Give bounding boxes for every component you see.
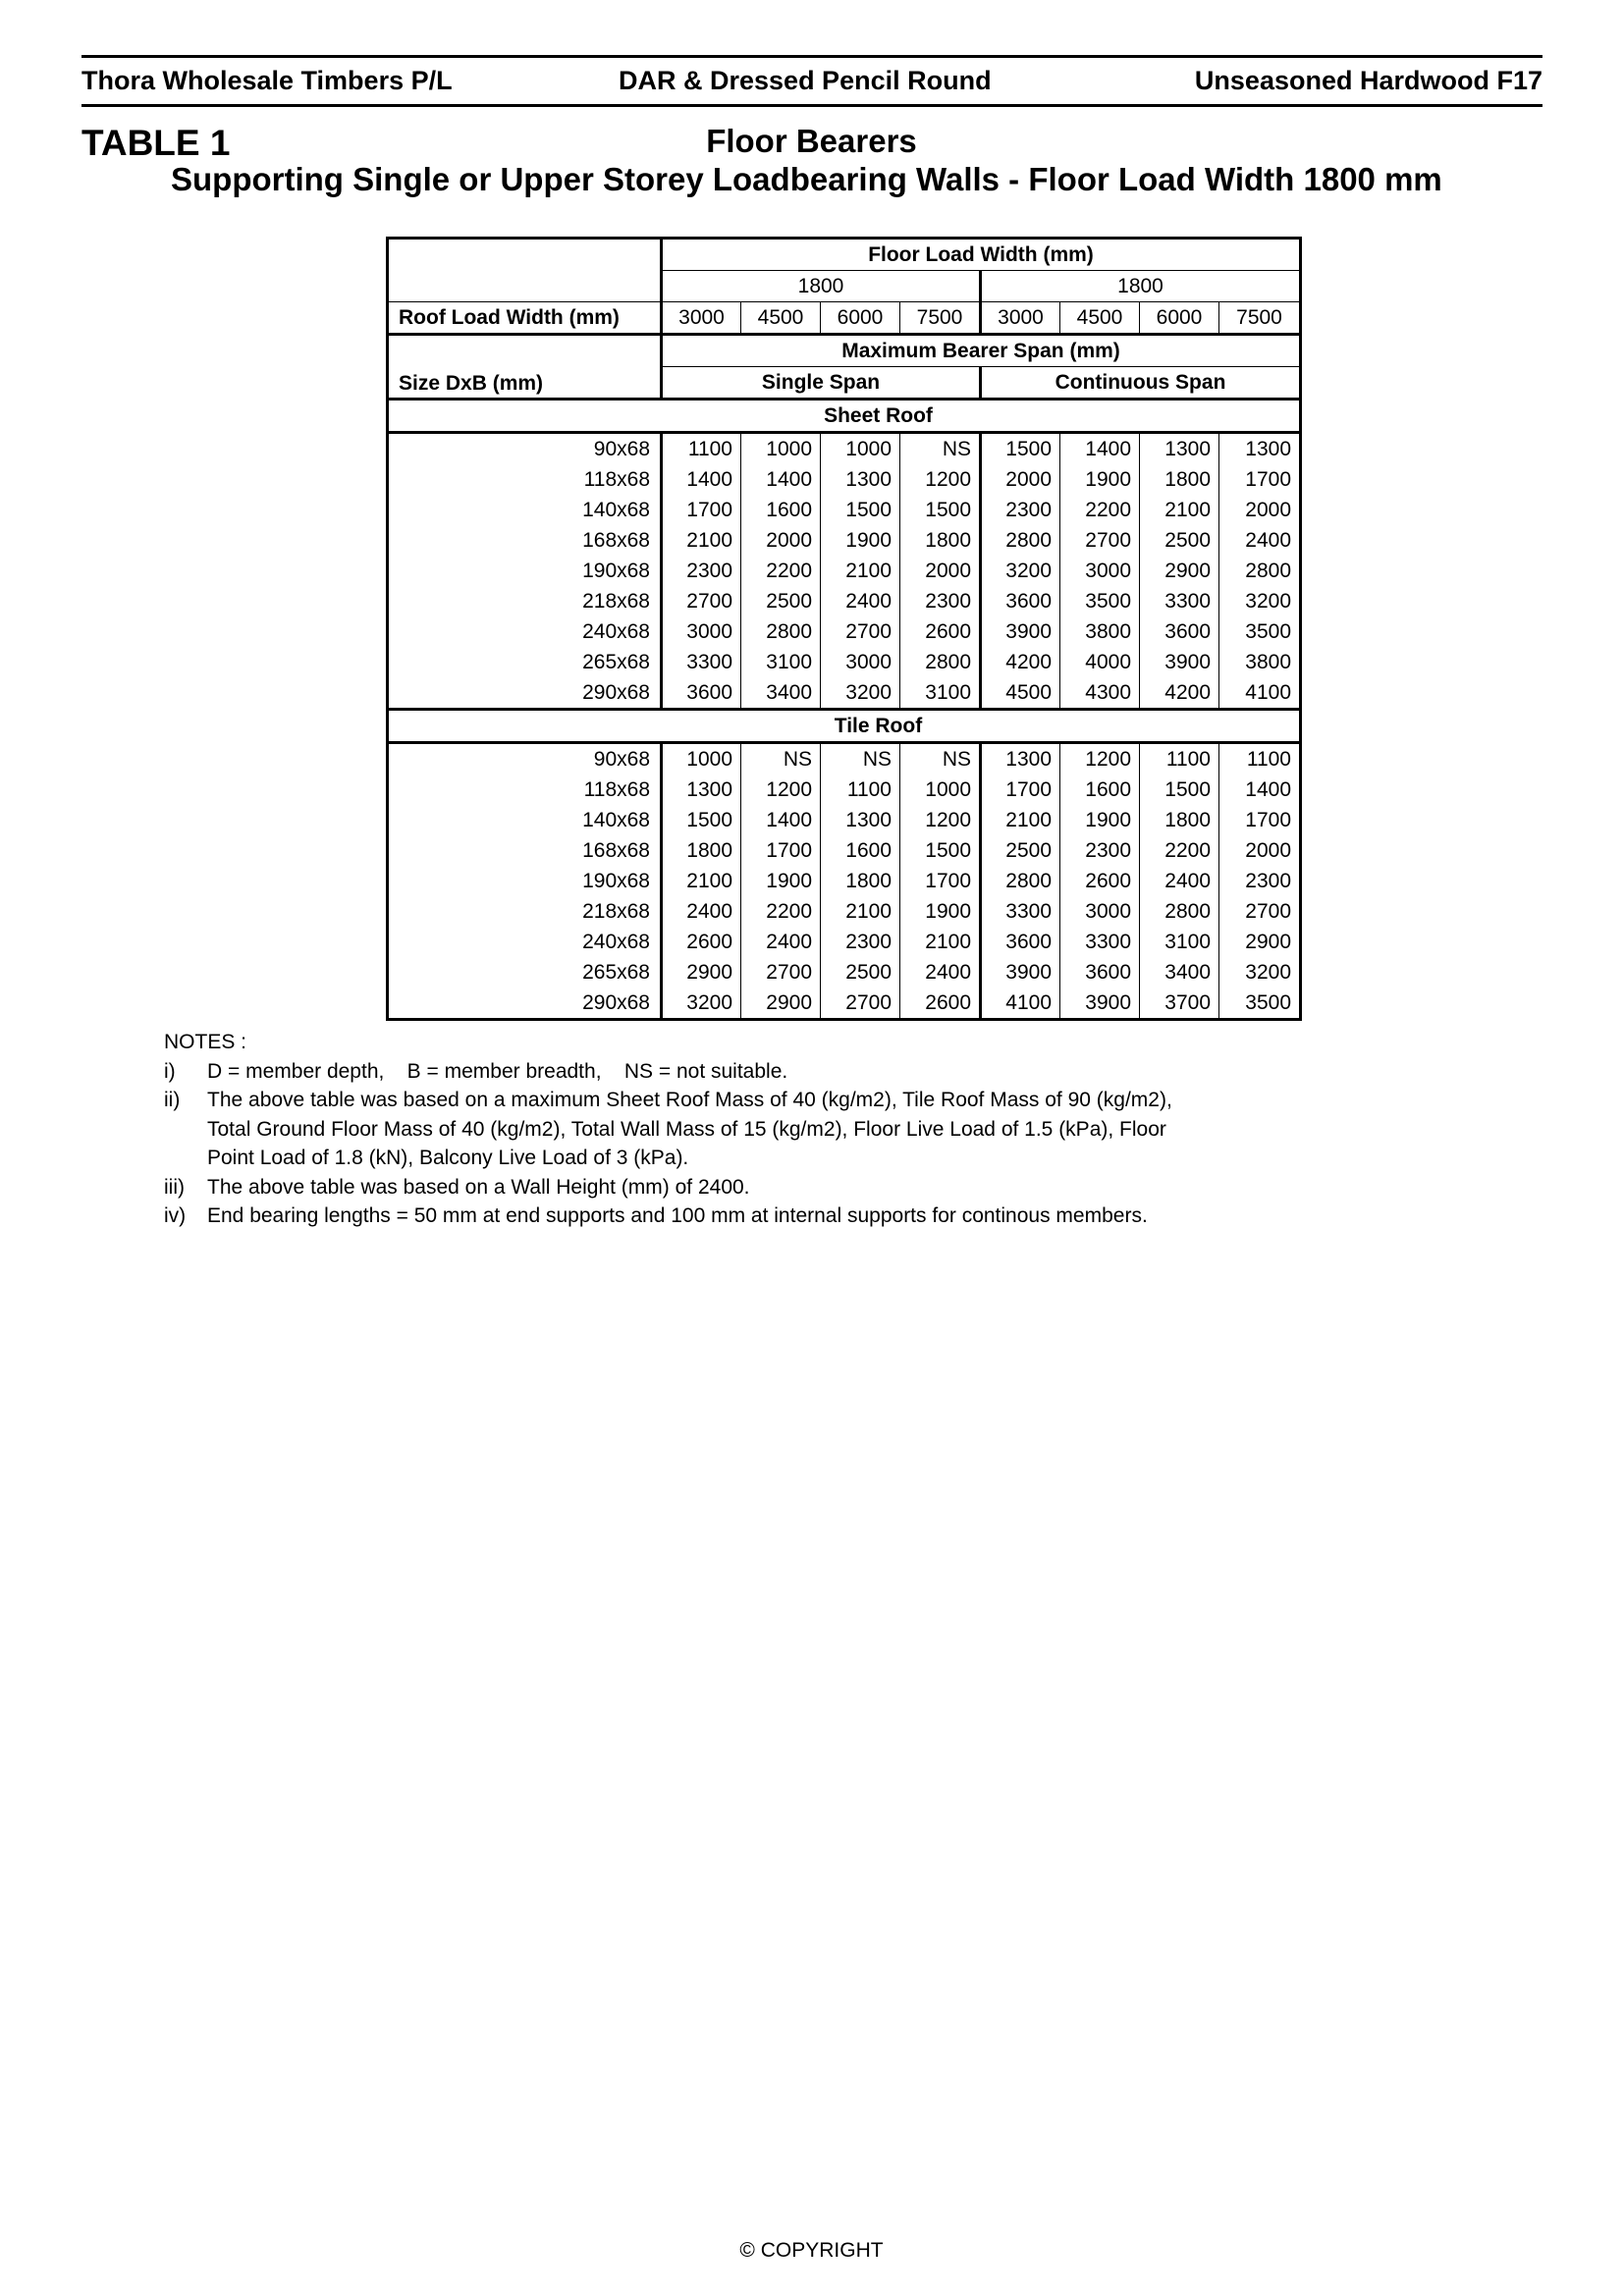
span-value-cell: 2100 — [900, 927, 981, 957]
span-value-cell: 2900 — [662, 957, 741, 988]
span-value-cell: 2700 — [662, 586, 741, 616]
roof-load-width-label: Roof Load Width (mm) — [388, 302, 662, 335]
span-value-cell: NS — [741, 743, 821, 775]
table-row — [388, 835, 1301, 866]
span-value-cell: 3200 — [981, 556, 1060, 586]
span-value-cell: 2000 — [900, 556, 981, 586]
span-value-cell: 1800 — [1140, 464, 1219, 495]
floor-load-width-header: Floor Load Width (mm) — [662, 239, 1301, 271]
span-value-cell: 2400 — [900, 957, 981, 988]
span-value-cell: 2100 — [821, 556, 900, 586]
span-value-cell: 1500 — [1140, 774, 1219, 805]
floor-load-width-continuous: 1800 — [981, 271, 1301, 302]
span-value-cell: 3300 — [981, 896, 1060, 927]
size-label-top — [388, 335, 662, 367]
table-row — [388, 495, 1301, 525]
span-value-cell: 2900 — [1219, 927, 1301, 957]
span-value-cell: 2000 — [1219, 835, 1301, 866]
span-value-cell: 2500 — [1140, 525, 1219, 556]
header-grade: Unseasoned Hardwood F17 — [1194, 66, 1542, 95]
table-row — [388, 957, 1301, 988]
span-value-cell: 1800 — [900, 525, 981, 556]
span-value-cell: 1500 — [662, 805, 741, 835]
table-row — [388, 616, 1301, 647]
table-row — [388, 586, 1301, 616]
span-value-cell: 1100 — [1219, 743, 1301, 775]
corner-cell-2 — [388, 271, 662, 302]
span-value-cell: 3500 — [1219, 988, 1301, 1020]
span-value-cell: 2900 — [741, 988, 821, 1020]
span-value-cell: 1600 — [1060, 774, 1140, 805]
span-value-cell: 1100 — [1140, 743, 1219, 775]
size-cell: 265x68 — [388, 957, 662, 988]
size-cell: 218x68 — [388, 586, 662, 616]
span-value-cell: 2000 — [741, 525, 821, 556]
span-value-cell: 2100 — [981, 805, 1060, 835]
note-line: Total Ground Floor Mass of 40 (kg/m2), Total Wall Mass of 15 (kg/m2), Floor Live Load of 1.5 (kPa), Floor — [207, 1117, 1166, 1141]
span-value-cell: 2800 — [900, 647, 981, 677]
span-value-cell: 1100 — [662, 433, 741, 465]
span-value-cell: 3800 — [1219, 647, 1301, 677]
span-value-cell: 2100 — [821, 896, 900, 927]
span-value-cell: 3000 — [662, 616, 741, 647]
span-value-cell: 1300 — [1140, 433, 1219, 465]
span-value-cell: 2800 — [981, 866, 1060, 896]
span-value-cell: NS — [821, 743, 900, 775]
note-line: End bearing lengths = 50 mm at end supports and 100 mm at internal supports for continous members. — [207, 1204, 1148, 1227]
span-value-cell: 3200 — [1219, 957, 1301, 988]
span-value-cell: 1900 — [741, 866, 821, 896]
table-row — [388, 556, 1301, 586]
title-text: Floor Bearers — [706, 123, 917, 159]
span-value-cell: 1400 — [741, 464, 821, 495]
span-value-cell: 2700 — [1060, 525, 1140, 556]
size-cell: 190x68 — [388, 866, 662, 896]
span-value-cell: 3200 — [662, 988, 741, 1020]
span-value-cell: 2400 — [1140, 866, 1219, 896]
span-value-cell: 3600 — [1140, 616, 1219, 647]
span-value-cell: 1700 — [1219, 805, 1301, 835]
span-value-cell: 1500 — [900, 495, 981, 525]
span-value-cell: 1300 — [821, 805, 900, 835]
size-label: Size DxB (mm) — [388, 367, 662, 400]
note-item — [164, 1201, 1172, 1231]
span-value-cell: 3600 — [1060, 957, 1140, 988]
span-value-cell: 3900 — [1060, 988, 1140, 1020]
note-item — [164, 1057, 1172, 1087]
table-row — [388, 927, 1301, 957]
span-value-cell: 3300 — [1140, 586, 1219, 616]
span-value-cell: 3000 — [1060, 896, 1140, 927]
span-value-cell: NS — [900, 743, 981, 775]
span-value-cell: 1700 — [1219, 464, 1301, 495]
size-cell: 140x68 — [388, 495, 662, 525]
span-value-cell: 3600 — [981, 927, 1060, 957]
note-line: Point Load of 1.8 (kN), Balcony Live Load of 3 (kPa). — [207, 1147, 689, 1169]
note-key: ii) — [164, 1089, 181, 1111]
span-value-cell: 3300 — [1060, 927, 1140, 957]
span-value-cell: 2300 — [821, 927, 900, 957]
span-value-cell: 1300 — [821, 464, 900, 495]
corner-cell — [388, 239, 662, 271]
note-item — [164, 1086, 1172, 1173]
roof-load-width: 6000 — [821, 302, 900, 335]
span-value-cell: 1200 — [741, 774, 821, 805]
section-title: Sheet Roof — [388, 400, 1301, 433]
span-value-cell: 4100 — [981, 988, 1060, 1020]
note-item — [164, 1173, 1172, 1202]
floor-load-width-single: 1800 — [662, 271, 981, 302]
span-value-cell: NS — [900, 433, 981, 465]
roof-load-width: 6000 — [1140, 302, 1219, 335]
note-line: The above table was based on a Wall Height (mm) of 2400. — [207, 1175, 750, 1199]
span-value-cell: 2700 — [821, 616, 900, 647]
span-value-cell: 1700 — [662, 495, 741, 525]
span-value-cell: 3400 — [1140, 957, 1219, 988]
span-value-cell: 2900 — [1140, 556, 1219, 586]
size-cell: 190x68 — [388, 556, 662, 586]
span-value-cell: 1300 — [981, 743, 1060, 775]
span-value-cell: 2200 — [1140, 835, 1219, 866]
span-value-cell: 4500 — [981, 677, 1060, 710]
size-cell: 168x68 — [388, 525, 662, 556]
span-value-cell: 2200 — [1060, 495, 1140, 525]
section-header-row — [388, 710, 1301, 743]
span-value-cell: 1100 — [821, 774, 900, 805]
table-row — [388, 805, 1301, 835]
span-value-cell: 1000 — [900, 774, 981, 805]
span-value-cell: 2400 — [662, 896, 741, 927]
span-value-cell: 2600 — [900, 616, 981, 647]
span-value-cell: 4100 — [1219, 677, 1301, 710]
size-cell: 218x68 — [388, 896, 662, 927]
span-value-cell: 1400 — [1060, 433, 1140, 465]
span-value-cell: 2600 — [900, 988, 981, 1020]
span-value-cell: 2300 — [900, 586, 981, 616]
header-bottom-rule — [81, 104, 1542, 107]
span-value-cell: 4300 — [1060, 677, 1140, 710]
span-value-cell: 2600 — [662, 927, 741, 957]
span-value-cell: 3200 — [821, 677, 900, 710]
table-row — [388, 988, 1301, 1020]
span-value-cell: 4200 — [981, 647, 1060, 677]
span-value-cell: 1300 — [662, 774, 741, 805]
roof-load-width: 7500 — [900, 302, 981, 335]
table-number: TABLE 1 — [81, 123, 231, 163]
span-value-cell: 1400 — [1219, 774, 1301, 805]
span-value-cell: 2500 — [821, 957, 900, 988]
table-row — [388, 896, 1301, 927]
span-value-cell: 1900 — [1060, 805, 1140, 835]
span-value-cell: 1600 — [741, 495, 821, 525]
span-value-cell: 2700 — [1219, 896, 1301, 927]
span-value-cell: 2600 — [1060, 866, 1140, 896]
table-row — [388, 866, 1301, 896]
span-value-cell: 3900 — [1140, 647, 1219, 677]
span-value-cell: 3500 — [1219, 616, 1301, 647]
roof-load-width: 7500 — [1219, 302, 1301, 335]
single-span-header: Single Span — [662, 367, 981, 400]
span-value-cell: 2400 — [1219, 525, 1301, 556]
notes — [164, 1028, 1172, 1231]
span-value-cell: 1700 — [981, 774, 1060, 805]
span-value-cell: 4000 — [1060, 647, 1140, 677]
size-cell: 240x68 — [388, 616, 662, 647]
notes-heading: NOTES : — [164, 1031, 247, 1053]
span-value-cell: 1500 — [821, 495, 900, 525]
span-value-cell: 1900 — [900, 896, 981, 927]
note-key: i) — [164, 1059, 176, 1083]
span-value-cell: 1600 — [821, 835, 900, 866]
span-value-cell: 2500 — [981, 835, 1060, 866]
page-subtitle: Supporting Single or Upper Storey Loadbearing Walls - Floor Load Width 1800 mm — [171, 161, 1442, 197]
size-cell: 290x68 — [388, 988, 662, 1020]
span-value-cell: 2800 — [1219, 556, 1301, 586]
roof-load-width: 3000 — [981, 302, 1060, 335]
header-product: DAR & Dressed Pencil Round — [619, 66, 992, 95]
size-cell: 265x68 — [388, 647, 662, 677]
span-value-cell: 1800 — [1140, 805, 1219, 835]
span-value-cell: 2000 — [981, 464, 1060, 495]
roof-load-width: 4500 — [1060, 302, 1140, 335]
header-company: Thora Wholesale Timbers P/L — [81, 66, 453, 95]
span-value-cell: 2100 — [662, 866, 741, 896]
span-value-cell: 2800 — [1140, 896, 1219, 927]
span-value-cell: 1400 — [662, 464, 741, 495]
span-value-cell: 2400 — [741, 927, 821, 957]
size-cell: 90x68 — [388, 433, 662, 465]
span-value-cell: 2300 — [662, 556, 741, 586]
size-cell: 290x68 — [388, 677, 662, 710]
span-value-cell: 1400 — [741, 805, 821, 835]
span-value-cell: 2300 — [1060, 835, 1140, 866]
span-value-cell: 1200 — [1060, 743, 1140, 775]
span-value-cell: 1000 — [821, 433, 900, 465]
span-value-cell: 1200 — [900, 464, 981, 495]
table-row — [388, 647, 1301, 677]
span-value-cell: 1700 — [900, 866, 981, 896]
span-value-cell: 3200 — [1219, 586, 1301, 616]
span-value-cell: 2700 — [741, 957, 821, 988]
span-value-cell: 1700 — [741, 835, 821, 866]
size-cell: 240x68 — [388, 927, 662, 957]
span-value-cell: 1000 — [741, 433, 821, 465]
span-value-cell: 2500 — [741, 586, 821, 616]
span-value-cell: 3000 — [821, 647, 900, 677]
size-cell: 140x68 — [388, 805, 662, 835]
span-value-cell: 3100 — [741, 647, 821, 677]
span-value-cell: 1900 — [821, 525, 900, 556]
span-value-cell: 3900 — [981, 616, 1060, 647]
section-title: Tile Roof — [388, 710, 1301, 743]
size-cell: 168x68 — [388, 835, 662, 866]
span-value-cell: 2200 — [741, 896, 821, 927]
header-top-rule — [81, 55, 1542, 58]
table-row — [388, 433, 1301, 465]
span-value-cell: 3500 — [1060, 586, 1140, 616]
span-value-cell: 3700 — [1140, 988, 1219, 1020]
table-row — [388, 464, 1301, 495]
roof-load-width: 4500 — [741, 302, 821, 335]
span-value-cell: 1200 — [900, 805, 981, 835]
span-table — [386, 237, 1302, 1021]
span-value-cell: 1500 — [900, 835, 981, 866]
span-value-cell: 1000 — [662, 743, 741, 775]
span-value-cell: 2800 — [981, 525, 1060, 556]
table-row — [388, 774, 1301, 805]
span-value-cell: 4200 — [1140, 677, 1219, 710]
size-cell: 118x68 — [388, 774, 662, 805]
size-cell: 90x68 — [388, 743, 662, 775]
span-value-cell: 1500 — [981, 433, 1060, 465]
span-value-cell: 2300 — [1219, 866, 1301, 896]
roof-load-width: 3000 — [662, 302, 741, 335]
span-value-cell: 2700 — [821, 988, 900, 1020]
note-key: iv) — [164, 1204, 187, 1227]
table-row — [388, 743, 1301, 775]
span-value-cell: 1900 — [1060, 464, 1140, 495]
size-cell: 118x68 — [388, 464, 662, 495]
copyright: © COPYRIGHT — [739, 2239, 884, 2262]
table-row — [388, 677, 1301, 710]
max-span-header: Maximum Bearer Span (mm) — [662, 335, 1301, 367]
span-value-cell: 3300 — [662, 647, 741, 677]
span-value-cell: 1800 — [821, 866, 900, 896]
span-value-cell: 3900 — [981, 957, 1060, 988]
span-value-cell: 3100 — [900, 677, 981, 710]
note-key: iii) — [164, 1175, 185, 1199]
note-line: D = member depth, B = member breadth, NS = not suitable. — [207, 1059, 788, 1083]
table-row — [388, 525, 1301, 556]
span-value-cell: 3800 — [1060, 616, 1140, 647]
span-value-cell: 3400 — [741, 677, 821, 710]
note-line: The above table was based on a maximum Sheet Roof Mass of 40 (kg/m2), Tile Roof Mass of 90 (kg/m2), — [207, 1089, 1172, 1111]
span-value-cell: 2300 — [981, 495, 1060, 525]
span-value-cell: 3600 — [662, 677, 741, 710]
span-value-cell: 2000 — [1219, 495, 1301, 525]
span-value-cell: 1300 — [1219, 433, 1301, 465]
span-value-cell: 3600 — [981, 586, 1060, 616]
span-value-cell: 2400 — [821, 586, 900, 616]
span-value-cell: 2800 — [741, 616, 821, 647]
continuous-span-header: Continuous Span — [981, 367, 1301, 400]
span-value-cell: 2200 — [741, 556, 821, 586]
span-value-cell: 1800 — [662, 835, 741, 866]
span-value-cell: 2100 — [662, 525, 741, 556]
span-value-cell: 2100 — [1140, 495, 1219, 525]
span-value-cell: 3000 — [1060, 556, 1140, 586]
span-value-cell: 3100 — [1140, 927, 1219, 957]
page-title — [0, 122, 1623, 161]
section-header-row — [388, 400, 1301, 433]
